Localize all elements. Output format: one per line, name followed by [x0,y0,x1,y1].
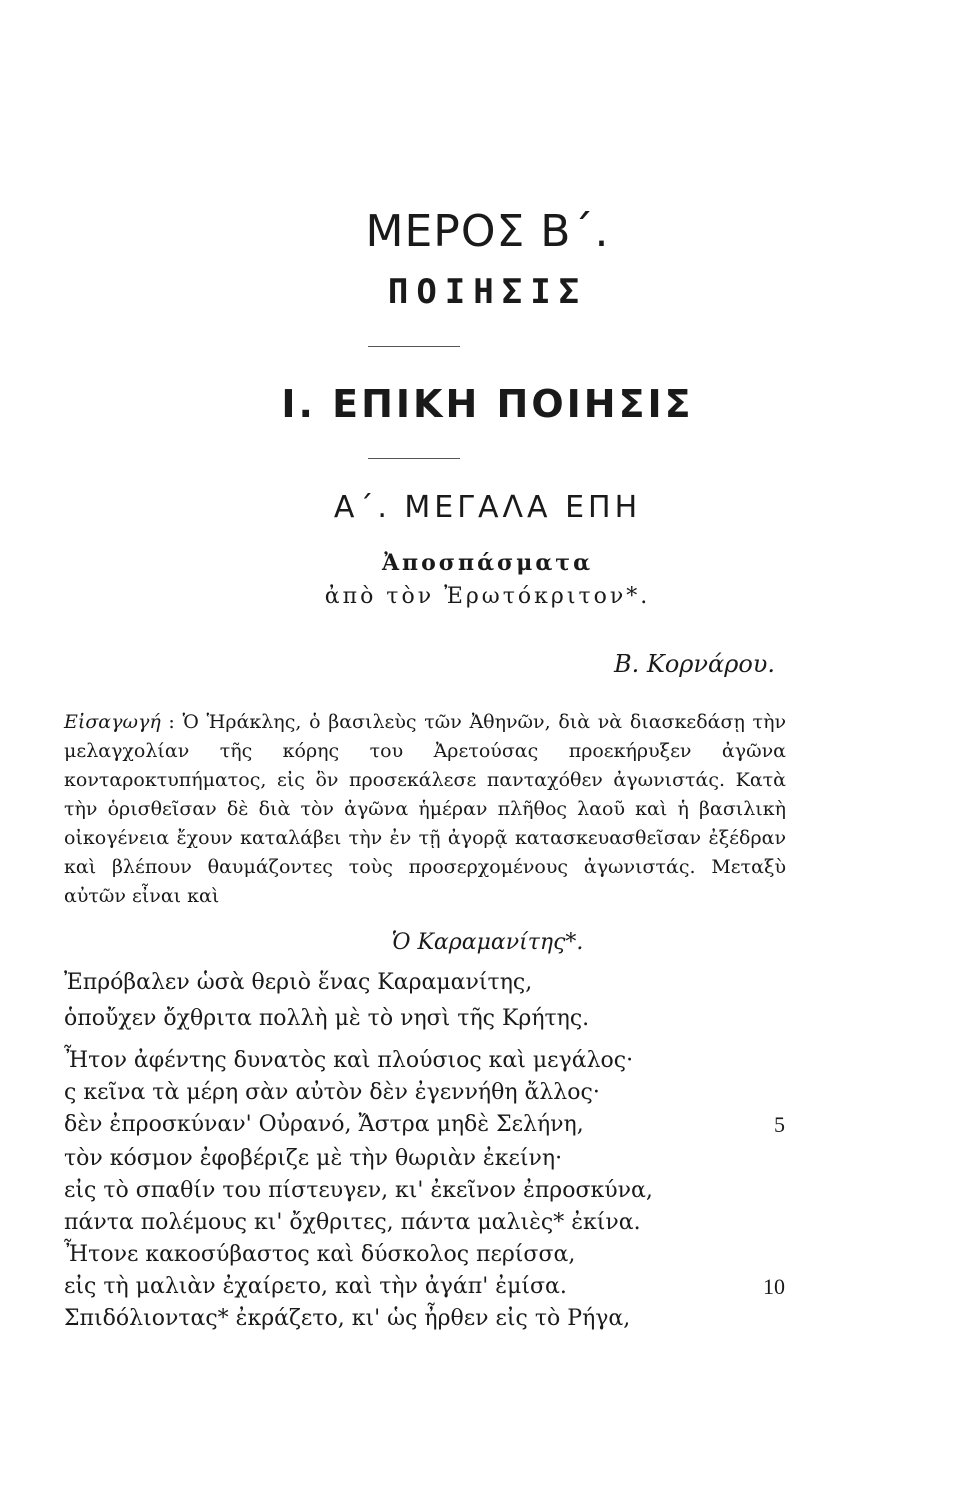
verse-line: Ἦτον ἀφέντης δυνατὸς καὶ πλούσιος καὶ μεγάλος· [64,1048,634,1073]
verse-line: Ἦτονε κακοσύβαστος καὶ δύσκολος περίσσα, [64,1242,576,1267]
line-number: 10 [763,1274,785,1299]
intro-label: Εἰσαγωγή [64,711,161,733]
verse-line: δὲν ἐπροσκύναν' Οὐρανό, Ἄστρα μηδὲ Σελήνη, [64,1112,584,1137]
author: Β. Κορνάρου. [614,650,775,678]
divider [368,458,460,459]
part-title: ΜΕΡΟΣ Β΄. [365,206,610,257]
verse-line: ὁποὔχεν ὄχθριτα πολλὴ μὲ τὸ νησὶ τῆς Κρήτης. [64,1006,590,1031]
fragment-source: ἀπὸ τὸν Ἐρωτόκριτον*. [324,584,651,609]
subsection-title: Α΄. ΜΕΓΑΛΑ ΕΠΗ [333,490,642,525]
intro-text: : Ὁ Ἡράκλης, ὁ βασιλεὺς τῶν Ἀθηνῶν, διὰ νὰ διασκεδάσῃ τὴν μελαγχολίαν τῆς κόρης του Ἀρετούσας προεκήρυξεν ἀγῶνα κονταροκτυπήματος, εἰς ὃν προσεκάλεσε πανταχόθεν ἀγωνιστάς. Κατὰ τὴν ὁρισθεῖσαν δὲ διὰ τὸν ἀγῶνα ἡμέραν πλῆθος λαοῦ καὶ ἡ βασιλικὴ οἰκογένεια ἔχουν καταλάβει τὴν ἐν τῇ ἀγορᾷ κατασκευασθεῖσαν ἐξέδραν καὶ βλέπουν θαυμάζοντες τοὺς προσερχομένους ἀγωνιστάς. Μεταξὺ αὐτῶν εἶναι καὶ [64,711,786,907]
verse-line: Ἐπρόβαλεν ὡσὰ θεριὸ ἕνας Καραμανίτης, [64,970,533,995]
line-number: 5 [774,1112,785,1137]
verse-line: τὸν κόσμον ἐφοβέριζε μὲ τὴν θωριὰν ἐκείνη· [64,1146,563,1171]
verse-line: ς κεῖνα τὰ μέρη σὰν αὐτὸν δὲν ἐγεννήθη ἄλλος· [64,1080,600,1105]
verse-line: εἰς τὴ μαλιὰν ἐχαίρετο, καὶ τὴν ἀγάπ' ἐμίσα. [64,1274,567,1299]
verse-line: Σπιδόλιοντας* ἐκράζετο, κι' ὡς ἦρθεν εἰς τὸ Ρήγα, [64,1306,631,1331]
part-subtitle: ΠΟΙΗΣΙΣ [387,272,588,312]
fragment-title: Ἀποσπάσματα [381,550,594,576]
intro-paragraph [64,708,786,911]
section-title: Ι. ΕΠΙΚΗ ΠΟΙΗΣΙΣ [281,382,694,426]
poem-title: Ὁ Καραμανίτης*. [391,930,584,955]
divider [368,346,460,347]
verse-line: εἰς τὸ σπαθίν του πίστευγεν, κι' ἐκεῖνον ἐπροσκύνα, [64,1178,653,1203]
verse-line: πάντα πολέμους κι' ὄχθριτες, πάντα μαλιὲς* ἐκίνα. [64,1210,641,1235]
